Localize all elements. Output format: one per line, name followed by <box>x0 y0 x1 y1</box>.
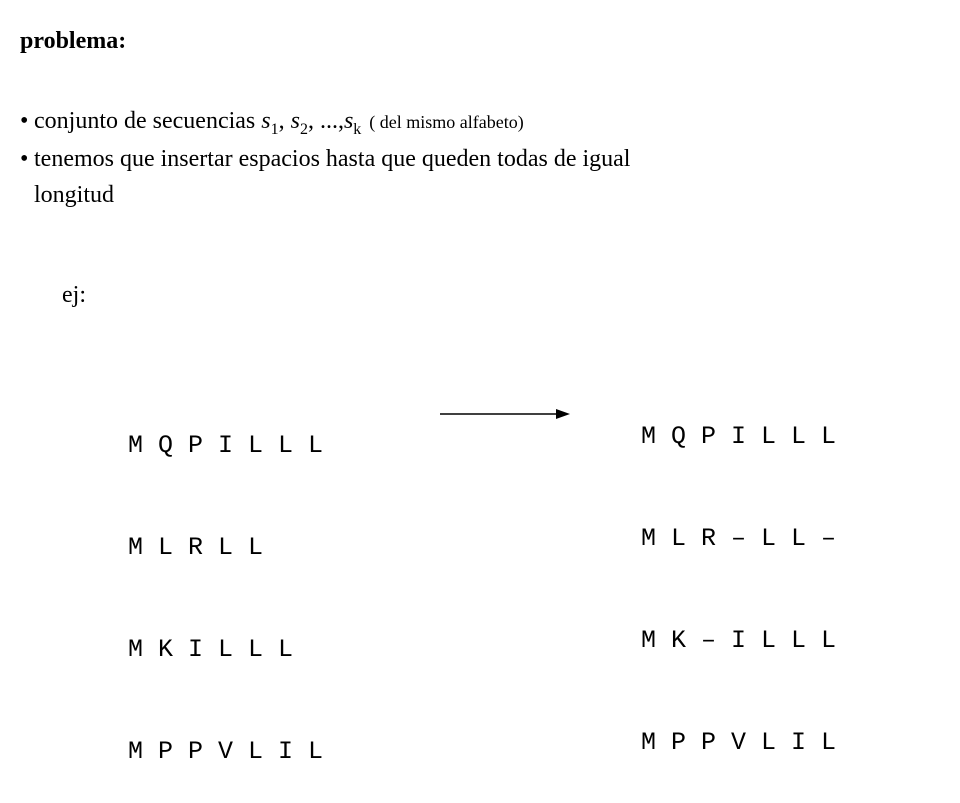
separator-2: , ..., <box>307 108 344 134</box>
bullet-icon: • <box>20 146 29 172</box>
example-label: ej: <box>62 282 86 308</box>
subscript-k: k <box>353 120 362 138</box>
subscript-1: 1 <box>270 120 279 138</box>
unaligned-sequences <box>128 361 323 803</box>
sequence-line: M Q P I L L L <box>128 431 324 460</box>
sequence-line: M K I L L L <box>128 635 294 664</box>
sequence-symbol-s1: s <box>261 108 271 134</box>
slide-title: problema: <box>20 28 127 54</box>
alphabet-note: ( del mismo alfabeto) <box>369 112 524 132</box>
bullet-continuation: longitud <box>34 182 115 208</box>
aligned-sequence-line: M P P V L I L <box>641 728 837 757</box>
bullet-item-sequences <box>20 108 524 139</box>
sequence-symbol-sk: s <box>343 108 354 134</box>
separator-1: , <box>278 108 291 134</box>
bullet-icon: • <box>20 108 29 134</box>
sequence-line: M L R L L <box>128 533 264 562</box>
bullet-text: tenemos que insertar espacios hasta que queden todas de igual <box>34 146 631 172</box>
bullet-item-insert-spaces <box>20 146 630 173</box>
aligned-sequence-line: M L R – L L – <box>641 524 837 553</box>
aligned-sequence-line: M K – I L L L <box>641 626 837 655</box>
right-arrow-icon <box>440 406 570 422</box>
subscript-2: 2 <box>299 120 308 138</box>
bullet-text: conjunto de secuencias <box>34 108 262 134</box>
aligned-sequences <box>641 352 836 794</box>
aligned-sequence-line: M Q P I L L L <box>641 422 837 451</box>
sequence-line: M P P V L I L <box>128 737 324 766</box>
sequence-symbol-s2: s <box>290 108 300 134</box>
